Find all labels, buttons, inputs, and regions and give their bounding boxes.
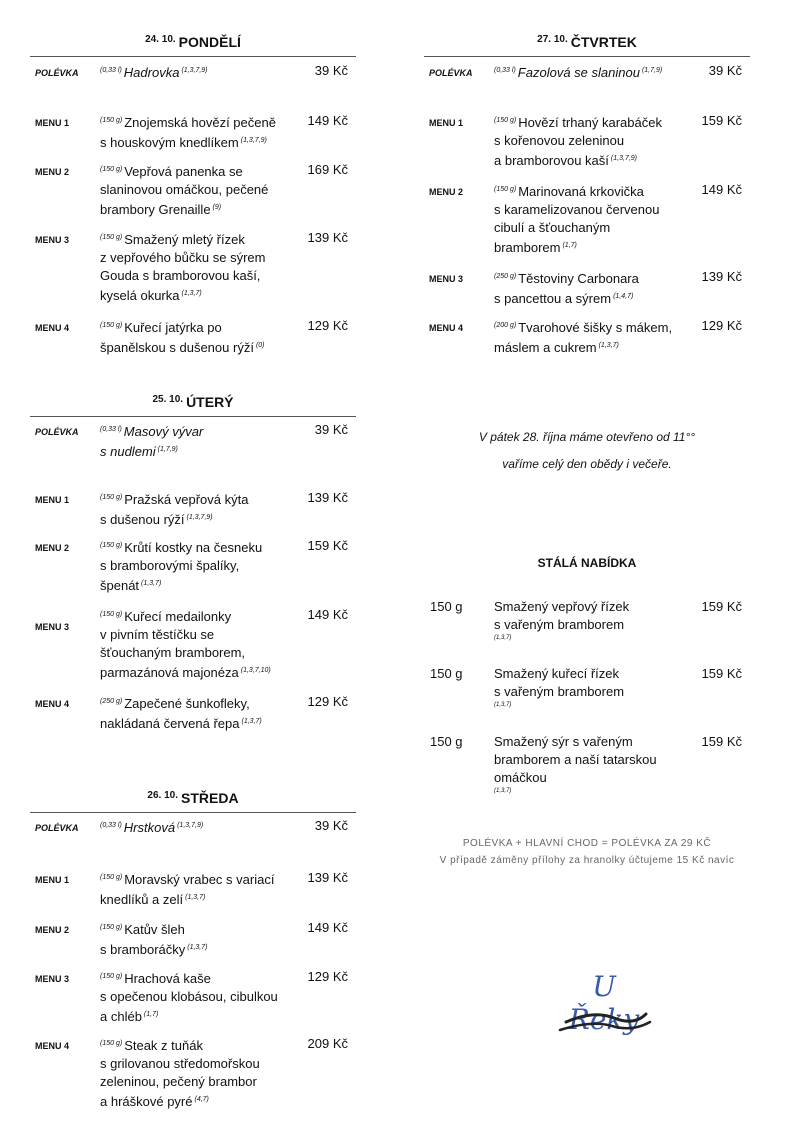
menu-line: Pražská vepřová kýta xyxy=(124,492,249,507)
menu-line: s opečenou klobásou, cibulkou xyxy=(100,989,278,1004)
notice-line-1: V pátek 28. října máme otevřeno od 11°° xyxy=(478,430,696,444)
menu-line: nakládaná červená řepa xyxy=(100,716,240,731)
soup-price: 39 Kč xyxy=(314,63,348,78)
day-heading xyxy=(30,34,356,54)
menu-label: MENU 1 xyxy=(35,495,70,505)
allergens: (1,3,7,9) xyxy=(610,155,637,162)
menu-label: MENU 4 xyxy=(35,323,70,333)
menu-line: Hrachová kaše xyxy=(124,971,211,986)
menu-line: s bramboráčky xyxy=(100,942,186,957)
portion: (200 g) xyxy=(494,322,517,329)
allergens: (1,3,7) xyxy=(187,944,208,951)
menu-desc xyxy=(494,268,694,308)
menu-desc xyxy=(100,693,300,733)
menu-line: a bramborovou kaší xyxy=(494,153,609,168)
portion: (0,33 l) xyxy=(100,67,122,74)
item-line: s vařeným bramborem xyxy=(494,684,625,699)
day-date: 26. 10. xyxy=(147,790,179,801)
allergens: (1,7,9) xyxy=(157,446,178,453)
day-name: ČTVRTEK xyxy=(570,34,637,50)
allergens: (1,3,7) xyxy=(141,580,162,587)
menu-desc xyxy=(100,229,300,305)
day-name: STŘEDA xyxy=(181,790,239,806)
footer-line-2: V případě záměny přílohy za hranolky účtujeme 15 Kč navíc xyxy=(439,855,735,866)
portion: (150 g) xyxy=(494,186,517,193)
soup-label: POLÉVKA xyxy=(35,427,79,437)
portion: (250 g) xyxy=(100,698,123,705)
menu-line: s pancettou a sýrem xyxy=(494,291,612,306)
menu-price: 159 Kč xyxy=(307,538,348,553)
day-date: 25. 10. xyxy=(152,394,184,405)
menu-price: 159 Kč xyxy=(701,113,742,128)
item-price: 159 Kč xyxy=(701,734,742,749)
menu-line: Těstoviny Carbonara xyxy=(518,271,639,286)
menu-price: 139 Kč xyxy=(307,490,348,505)
item-line: bramborem a naší tatarskou xyxy=(494,752,657,767)
portion: (0,33 l) xyxy=(100,426,122,433)
portion: (150 g) xyxy=(494,117,517,124)
menu-line: slaninovou omáčkou, pečené xyxy=(100,182,269,197)
menu-line: Moravský vrabec s variací xyxy=(124,872,275,887)
menu-line: Kuřecí jatýrka po xyxy=(124,320,222,335)
menu-line: Steak z tuňák xyxy=(124,1038,203,1053)
allergens: (1,3,7,9) xyxy=(177,822,204,829)
day-name: ÚTERÝ xyxy=(186,394,234,410)
menu-label: MENU 2 xyxy=(429,187,464,197)
logo-text: U Řeky xyxy=(568,970,640,1036)
menu-price: 149 Kč xyxy=(307,607,348,622)
day-heading xyxy=(30,394,356,414)
soup-desc xyxy=(100,62,300,82)
day-thursday xyxy=(424,34,750,57)
logo-waves-icon xyxy=(554,970,654,1040)
day-wednesday xyxy=(30,790,356,813)
allergens: (1,3,7) xyxy=(494,788,512,794)
menu-price: 169 Kč xyxy=(307,162,348,177)
menu-line: knedlíků a zelí xyxy=(100,892,184,907)
menu-line: Katův šleh xyxy=(124,922,185,937)
day-heading xyxy=(424,34,750,54)
portion: (150 g) xyxy=(100,973,123,980)
menu-line: Znojemská hovězí pečeně xyxy=(124,115,276,130)
menu-line: Tvarohové šišky s mákem, xyxy=(518,320,673,335)
footer-line-1: POLÉVKA + HLAVNÍ CHOD = POLÉVKA ZA 29 KČ xyxy=(462,838,712,849)
allergens: (1,3,7,9) xyxy=(240,137,267,144)
soup-name: Masový vývar xyxy=(123,424,204,439)
menu-line: v pivním těstíčku se xyxy=(100,627,215,642)
soup-name: s nudlemi xyxy=(100,444,156,459)
soup-label: POLÉVKA xyxy=(429,68,473,78)
menu-desc xyxy=(100,489,300,529)
menu-line: z vepřového bůčku se sýrem xyxy=(100,250,266,265)
menu-line: Hovězí trhaný karabáček xyxy=(518,115,662,130)
allergens: (4,7) xyxy=(194,1096,209,1103)
menu-line: španělskou s dušenou rýží xyxy=(100,340,254,355)
item-line: Smažený kuřecí řízek xyxy=(494,666,619,681)
portion: (150 g) xyxy=(100,234,123,241)
portion: (150 g) xyxy=(100,542,123,549)
menu-line: bramborem xyxy=(494,240,561,255)
item-price: 159 Kč xyxy=(701,599,742,614)
menu-line: šťouchaným bramborem, xyxy=(100,645,246,660)
menu-line: Vepřová panenka se xyxy=(124,164,243,179)
menu-line: s dušenou rýží xyxy=(100,512,185,527)
allergens: (1,3,7,9) xyxy=(186,514,213,521)
menu-line: cibulí a šťouchaným xyxy=(494,220,611,235)
allergens: (1,3,7) xyxy=(494,635,512,641)
item-line: Smažený vepřový řízek xyxy=(494,599,630,614)
allergens: (1,7) xyxy=(562,242,577,249)
menu-line: s grilovanou středomořskou xyxy=(100,1056,260,1071)
menu-line: zeleninou, pečený brambor xyxy=(100,1074,257,1089)
allergens: (1,3,7) xyxy=(494,702,512,708)
menu-line: a hráškové pyré xyxy=(100,1094,193,1109)
soup-price: 39 Kč xyxy=(314,818,348,833)
soup-name: Hrstková xyxy=(123,820,176,835)
menu-label: MENU 4 xyxy=(35,699,70,709)
menu-label: MENU 1 xyxy=(35,875,70,885)
allergens: (1,7) xyxy=(143,1011,159,1018)
weight: 150 g xyxy=(430,734,463,749)
item-line: omáčkou xyxy=(494,770,547,785)
menu-desc xyxy=(100,112,300,152)
menu-desc xyxy=(100,317,300,357)
item-desc xyxy=(494,733,684,795)
menu-label: MENU 4 xyxy=(35,1041,70,1051)
allergens: (1,4,7) xyxy=(613,293,634,300)
menu-desc xyxy=(100,606,300,682)
menu-line: Krůtí kostky na česneku xyxy=(124,540,263,555)
menu-label: MENU 3 xyxy=(35,622,70,632)
notice-line-2: vaříme celý den obědy i večeře. xyxy=(502,457,672,471)
allergens: (1,3,7,10) xyxy=(240,667,271,674)
menu-price: 139 Kč xyxy=(307,230,348,245)
menu-price: 129 Kč xyxy=(307,969,348,984)
menu-label: MENU 1 xyxy=(35,118,70,128)
soup-desc xyxy=(100,421,300,461)
menu-price: 149 Kč xyxy=(307,920,348,935)
menu-line: s bramborovými špalíky, xyxy=(100,558,240,573)
menu-desc xyxy=(494,181,694,257)
allergens: (1,3,7) xyxy=(185,894,206,901)
menu-line: s karamelizovanou červenou xyxy=(494,202,660,217)
portion: (150 g) xyxy=(100,611,123,618)
menu-label: MENU 4 xyxy=(429,323,464,333)
soup-price: 39 Kč xyxy=(314,422,348,437)
portion: (0,33 l) xyxy=(494,67,516,74)
allergens: (1,3,7) xyxy=(181,290,202,297)
day-date: 27. 10. xyxy=(537,34,568,45)
soup-label: POLÉVKA xyxy=(35,823,79,833)
portion: (150 g) xyxy=(100,322,123,329)
portion: (150 g) xyxy=(100,924,123,931)
menu-label: MENU 3 xyxy=(35,974,70,984)
portion: (150 g) xyxy=(100,874,123,881)
portion: (0,33 l) xyxy=(100,822,122,829)
soup-desc xyxy=(494,62,704,82)
weight: 150 g xyxy=(430,599,463,614)
menu-price: 149 Kč xyxy=(307,113,348,128)
menu-price: 129 Kč xyxy=(307,318,348,333)
day-name: PONDĚLÍ xyxy=(178,34,241,50)
menu-line: kyselá okurka xyxy=(100,288,180,303)
menu-label: MENU 1 xyxy=(429,118,464,128)
menu-label: MENU 3 xyxy=(35,235,70,245)
soup-price: 39 Kč xyxy=(708,63,742,78)
divider xyxy=(30,56,356,57)
menu-line: Gouda s bramborovou kaší, xyxy=(100,268,261,283)
menu-line: parmazánová majonéza xyxy=(100,665,239,680)
weight: 150 g xyxy=(430,666,463,681)
menu-desc xyxy=(100,161,300,219)
menu-line: Zapečené šunkofleky, xyxy=(124,696,250,711)
item-line: Smažený sýr s vařeným xyxy=(494,734,633,749)
item-desc xyxy=(494,665,674,709)
day-date: 24. 10. xyxy=(145,34,176,45)
menu-label: MENU 2 xyxy=(35,925,70,935)
portion: (150 g) xyxy=(100,166,123,173)
menu-line: Kuřecí medailonky xyxy=(124,609,232,624)
menu-label: MENU 2 xyxy=(35,167,70,177)
menu-price: 129 Kč xyxy=(701,318,742,333)
portion: (150 g) xyxy=(100,1040,123,1047)
day-tuesday xyxy=(30,394,356,417)
soup-name: Fazolová se slaninou xyxy=(517,65,640,80)
soup-label: POLÉVKA xyxy=(35,68,79,78)
item-price: 159 Kč xyxy=(701,666,742,681)
permanent-offer-title: STÁLÁ NABÍDKA xyxy=(537,556,637,570)
allergens: (1,7,9) xyxy=(641,67,663,74)
day-monday xyxy=(30,34,356,57)
menu-desc xyxy=(100,869,305,909)
menu-label: MENU 3 xyxy=(429,274,464,284)
allergens: (1,3,7) xyxy=(241,718,262,725)
menu-desc xyxy=(494,317,699,357)
menu-price: 139 Kč xyxy=(701,269,742,284)
portion: (150 g) xyxy=(100,494,123,501)
portion: (150 g) xyxy=(100,117,123,124)
menu-line: Smažený mletý řízek xyxy=(124,232,245,247)
divider xyxy=(424,56,750,57)
menu-desc xyxy=(100,1035,300,1111)
soup-name: Hadrovka xyxy=(123,65,180,80)
menu-price: 129 Kč xyxy=(307,694,348,709)
menu-desc xyxy=(100,968,305,1026)
day-heading xyxy=(30,790,356,810)
menu-price: 209 Kč xyxy=(307,1036,348,1051)
item-line: s vařeným bramborem xyxy=(494,617,625,632)
menu-line: a chléb xyxy=(100,1009,142,1024)
menu-line: Marinovaná krkovička xyxy=(518,184,644,199)
allergens: (9) xyxy=(212,204,222,211)
menu-label: MENU 2 xyxy=(35,543,70,553)
menu-line: brambory Grenaille xyxy=(100,202,211,217)
allergens: (1,3,7,9) xyxy=(181,67,208,74)
allergens: (1,3,7) xyxy=(598,342,619,349)
allergens: (0) xyxy=(255,342,265,349)
divider xyxy=(30,416,356,417)
item-desc xyxy=(494,598,674,642)
menu-line: s houskovým knedlíkem xyxy=(100,135,239,150)
menu-line: špenát xyxy=(100,578,140,593)
menu-desc xyxy=(100,919,300,959)
menu-desc xyxy=(494,112,694,170)
soup-desc xyxy=(100,817,300,837)
menu-price: 139 Kč xyxy=(307,870,348,885)
menu-line: s kořenovou zeleninou xyxy=(494,133,625,148)
menu-line: máslem a cukrem xyxy=(494,340,597,355)
menu-desc xyxy=(100,537,300,595)
portion: (250 g) xyxy=(494,273,517,280)
divider xyxy=(30,812,356,813)
restaurant-logo xyxy=(554,970,654,1040)
menu-price: 149 Kč xyxy=(701,182,742,197)
